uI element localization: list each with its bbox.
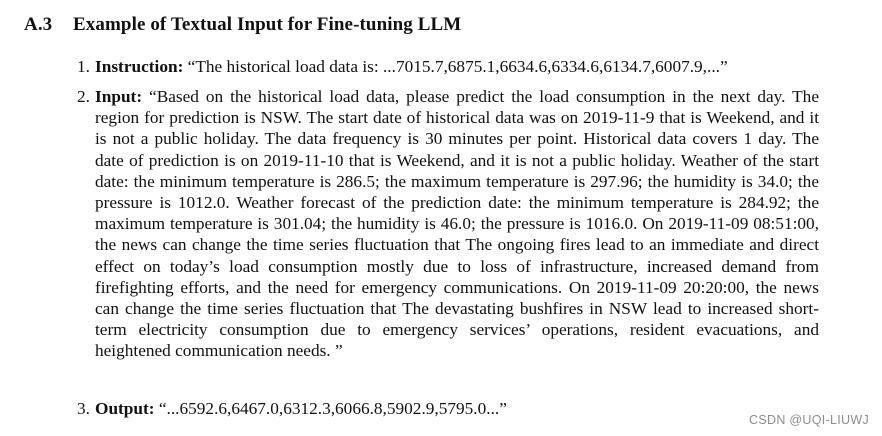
section-heading [24,13,461,37]
item-label-instruction: Instruction: [95,57,184,76]
list-item-instruction [77,56,819,77]
list-item-output [77,398,819,419]
item-number: 2. [77,87,90,106]
item-label-input: Input: [95,87,143,106]
item-number: 1. [77,57,90,76]
section-title: Example of Textual Input for Fine-tuning LLM [73,14,462,35]
list-item-input [77,86,819,362]
output-text: “...6592.6,6467.0,6312.3,6066.8,5902.9,5795.0...” [158,399,507,418]
section-number: A.3 [24,14,53,35]
input-text: “Based on the historical load data, please predict the load consumption in the next day. The region for prediction is NSW. The start date of historical data was on 2019-11-9 that is Weekend, and it is not a public holiday. The data frequency is 30 minutes per point. Historical data covers 1 day. The date of prediction is on 2019-11-10 that is Weekend, and it is not a public holiday. Weather of the start date: the minimum temperature is 286.5; the maximum temperature is 297.96; the humidity is 34.0; the pressure is 1012.0. Weather forecast of the prediction date: the minimum temperature is 284.92; the maximum temperature is 301.04; the humidity is 46.0; the pressure is 1016.0. On 2019-11-09 08:51:00, the news can change the time series fluctuation that The ongoing fires lead to an immediate and direct effect on today’s load consumption mostly due to loss of infrastructure, increased demand from firefighting efforts, and the need for emergency communications. On 2019-11-09 20:20:00, the news can change the time series fluctuation that The devastating bushfires in NSW lead to increased short-term electricity consumption due to emergency services’ operations, resident evacuations, and heightened communication needs. ” [95,87,819,361]
csdn-watermark: CSDN @UQI-LIUWJ [749,413,869,427]
item-number: 3. [77,399,90,418]
instruction-text: “The historical load data is: ...7015.7,6875.1,6634.6,6334.6,6134.7,6007.9,...” [187,57,728,76]
item-label-output: Output: [95,399,155,418]
